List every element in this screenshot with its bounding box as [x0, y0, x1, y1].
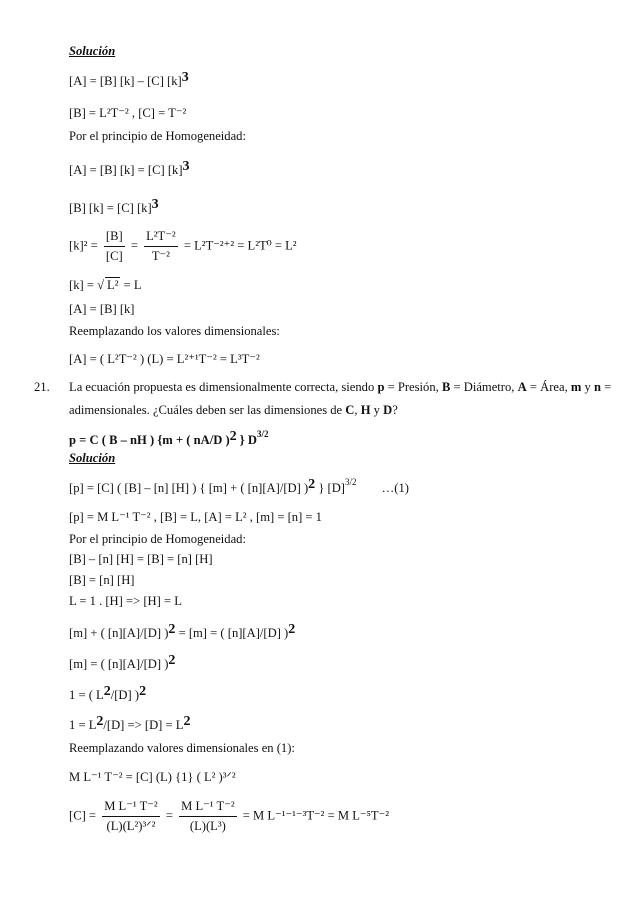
equation-h-result: L = 1 . [H] => [H] = L	[69, 594, 182, 608]
equation-lhs: [k] =	[69, 278, 94, 292]
var-p: p	[377, 380, 385, 394]
equation-a-line	[69, 70, 189, 89]
equation-text: /[D] )	[110, 688, 140, 702]
statement-text: = Presión,	[384, 380, 442, 394]
statement-text: = Diámetro,	[450, 380, 518, 394]
equals-sign: =	[165, 808, 173, 823]
var-c: C	[345, 403, 355, 417]
equation-text: 1 = ( L	[69, 688, 104, 702]
var-d: D	[383, 403, 393, 417]
equation-text: [m] + ( [n][A]/[D] )	[69, 626, 169, 640]
equation-text: [B] [k] = [C] [k]	[69, 201, 152, 215]
equation-exponent: 2	[288, 622, 296, 637]
equation-b-nh-1: [B] – [n] [H] = [B] = [n] [H]	[69, 552, 213, 566]
equation-text: = [m] = ( [n][A]/[D] )	[175, 626, 289, 640]
var-n: n	[593, 380, 601, 394]
equation-k-squared	[69, 228, 297, 265]
equation-exponent: 3	[181, 70, 189, 85]
fraction-2	[179, 798, 237, 835]
equation-exponent: 3	[182, 159, 190, 174]
equation-text: } [D]	[315, 481, 345, 495]
fraction-numerator: L²T⁻²	[144, 228, 178, 247]
equation-bk-line	[69, 197, 159, 216]
statement-text: adimensionales. ¿Cuáles deben ser las dimensiones de	[69, 403, 346, 417]
equation-text: [A] = [B] [k] – [C] [k]	[69, 74, 182, 88]
equation-rhs: = L²T⁻²⁺² = L²T⁰ = L²	[183, 238, 297, 253]
fraction-1	[102, 798, 160, 835]
sqrt-icon: √	[97, 278, 105, 292]
fraction-numerator: M L⁻¹ T⁻²	[179, 798, 237, 817]
equation-exponent: 2	[308, 477, 316, 492]
equation-c-result	[69, 798, 389, 835]
equation-text: [p] = [C] ( [B] – [n] [H] ) { [m] + ( [n][A]/[D] )	[69, 481, 309, 495]
statement-text: La ecuación propuesta es dimensionalmente correcta, siendo	[69, 380, 378, 394]
solucion-heading-2: Solución	[69, 451, 116, 465]
var-m: m	[570, 380, 582, 394]
fraction-denominator: (L)(L³)	[189, 819, 226, 833]
fraction-numerator: [B]	[104, 228, 125, 247]
equation-exponent: 3/2	[257, 429, 269, 439]
equation-lhs: [C] =	[69, 808, 97, 823]
equation-exponent: 3/2	[345, 477, 357, 487]
equation-text: } D	[236, 433, 258, 447]
problem-statement-line-1	[69, 380, 611, 395]
statement-text: = Área,	[526, 380, 571, 394]
equation-a-result: [A] = ( L²T⁻² ) (L) = L²⁺¹T⁻² = L³T⁻²	[69, 352, 260, 366]
equation-a-bk: [A] = [B] [k]	[69, 302, 135, 316]
equals-sign: =	[130, 238, 138, 253]
statement-text: y	[581, 380, 594, 394]
equation-one-ratio	[69, 684, 146, 703]
reemplazando-text-2: Reemplazando valores dimensionales en (1):	[69, 741, 295, 755]
equation-homog-line	[69, 159, 190, 178]
sqrt-radicand: L²	[107, 278, 119, 292]
equation-reference: …(1)	[381, 481, 409, 495]
var-h: H	[360, 403, 371, 417]
statement-text: ?	[392, 403, 398, 417]
equation-text: 1 = L	[69, 718, 97, 732]
fraction-denominator: (L)(L²)³ᐟ²	[106, 819, 156, 833]
equation-d-result	[69, 714, 190, 733]
equation-lhs: [k]² =	[69, 238, 98, 253]
equation-exponent: 2	[139, 684, 147, 699]
equation-p-dimensional	[69, 477, 409, 496]
equation-text: [m] = ( [n][A]/[D] )	[69, 657, 169, 671]
equation-exponent: 2	[168, 653, 176, 668]
equation-b-nh-2: [B] = [n] [H]	[69, 573, 135, 587]
problem-statement-line-2	[69, 403, 398, 418]
equation-b-c-line: [B] = L²T⁻² , [C] = T⁻²	[69, 106, 187, 120]
statement-text: ,	[354, 403, 361, 417]
equation-k-root	[69, 277, 142, 293]
problem-number: 21.	[34, 380, 50, 394]
statement-text: y	[370, 403, 384, 417]
equation-exponent: 2	[183, 714, 191, 729]
var-a: A	[517, 380, 527, 394]
var-b: B	[441, 380, 451, 394]
principio-text-2: Por el principio de Homogeneidad:	[69, 532, 246, 546]
equation-m-homog	[69, 622, 295, 641]
fraction-numerator: M L⁻¹ T⁻²	[102, 798, 160, 817]
equation-text: /[D] => [D] = L	[103, 718, 184, 732]
equation-exponent: 3	[151, 197, 159, 212]
equation-exponent: 2	[168, 622, 176, 637]
principio-text-1: Por el principio de Homogeneidad:	[69, 129, 246, 143]
solucion-heading-1: Solución	[69, 44, 116, 58]
equation-rhs: = M L⁻¹⁻¹⁻³T⁻² = M L⁻⁵T⁻²	[242, 808, 390, 823]
equation-exponent: 2	[229, 429, 237, 444]
fraction-b-over-c	[104, 228, 125, 265]
fraction-denominator: [C]	[105, 249, 123, 263]
equation-exponent: 2	[96, 714, 104, 729]
fraction-denominator: T⁻²	[151, 249, 170, 263]
equation-text: [A] = [B] [k] = [C] [k]	[69, 163, 183, 177]
equation-text: p = C ( B – nH ) {m + ( nA/D )	[69, 433, 230, 447]
equation-rhs: = L	[123, 278, 142, 292]
problem-equation	[69, 429, 269, 448]
equation-values-line: [p] = M L⁻¹ T⁻² , [B] = L, [A] = L² , [m] = [n] = 1	[69, 510, 322, 524]
fraction-values	[144, 228, 178, 265]
equation-exponent: 2	[103, 684, 111, 699]
statement-text: =	[601, 380, 612, 394]
equation-m	[69, 653, 175, 672]
equation-substituted: M L⁻¹ T⁻² = [C] (L) {1} ( L² )³ᐟ²	[69, 770, 236, 784]
reemplazando-text-1: Reemplazando los valores dimensionales:	[69, 324, 280, 338]
